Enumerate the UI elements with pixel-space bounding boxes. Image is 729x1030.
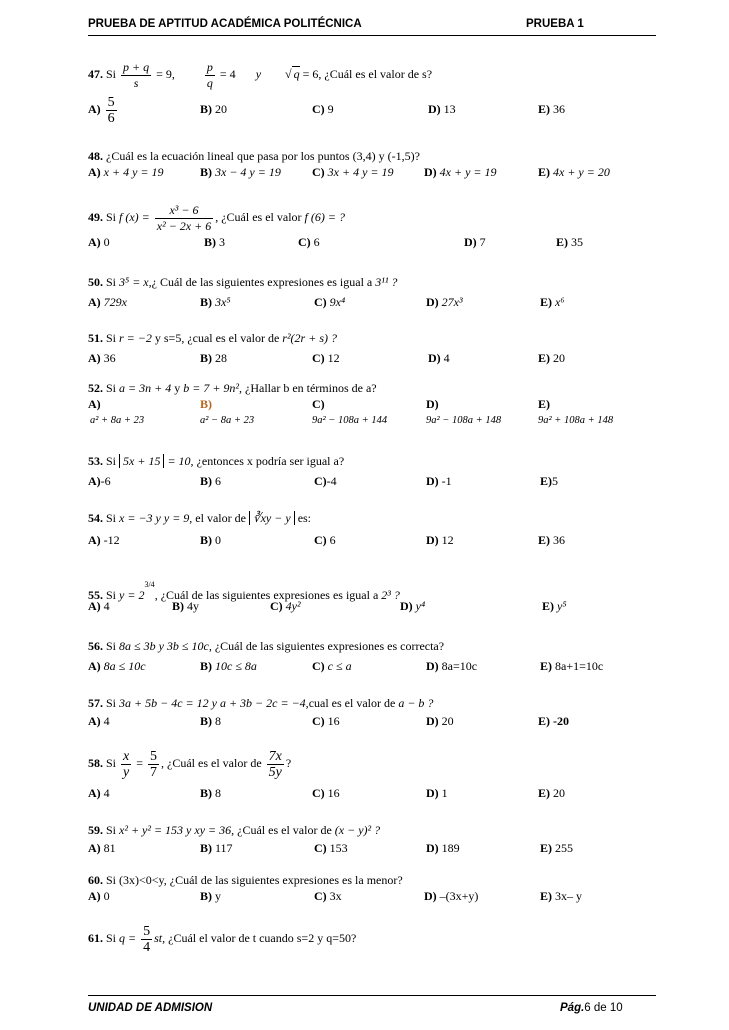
option-b[interactable]: B) 4y (172, 599, 199, 613)
question-55-stem (88, 570, 648, 602)
option-value: 3x (329, 889, 342, 903)
fraction-bottom: 7 (150, 764, 158, 780)
option-c[interactable]: C) c ≤ a (312, 659, 352, 673)
option-b[interactable]: B) 8 (200, 786, 221, 800)
fraction-p-plus-q-over-s (121, 60, 151, 91)
option-value: 3x– y (555, 889, 582, 903)
option-e[interactable]: E) 255 (540, 841, 573, 855)
option-value: y⁴ (415, 599, 426, 613)
equation: 3⁵ = x, (119, 275, 152, 289)
question-number: 49. (88, 210, 103, 224)
option-a[interactable]: A) 81 (88, 841, 116, 855)
page-label: Pág. (560, 1002, 585, 1014)
answer-options (88, 164, 648, 180)
option-d[interactable]: D) 7 (464, 235, 486, 249)
option-b[interactable]: B) y (200, 889, 221, 903)
option-value: 4y² (285, 599, 301, 613)
question-54-stem (88, 510, 648, 526)
fraction-top: x³ − 6 (155, 203, 213, 219)
option-d[interactable]: D) 189 (426, 841, 460, 855)
si-word: Si (106, 454, 117, 468)
page-value: 6 de 10 (584, 1002, 623, 1014)
option-d[interactable]: D) 4 (428, 351, 450, 365)
y-word: y (174, 381, 181, 395)
option-value: 16 (327, 714, 340, 728)
option-e[interactable]: E) y⁵ (542, 599, 567, 613)
answer-options (88, 294, 648, 310)
question-text: , ¿Cuál es el valor de (161, 756, 262, 770)
question-number: 60. (88, 873, 103, 887)
option-b[interactable]: B) 0 (200, 533, 221, 547)
inequality: 8a ≤ 3b y 3b ≤ 10c, (119, 639, 212, 653)
option-value: -1 (441, 474, 452, 488)
answer-options (88, 473, 648, 489)
question-47-stem (88, 56, 648, 92)
question-text: y s=5, ¿cual es el valor de (154, 331, 280, 345)
equation: x = −3 y y = 9 (119, 511, 190, 525)
answer-options (88, 840, 648, 856)
option-c-label[interactable]: C) (312, 397, 325, 411)
option-c[interactable]: C) 4y² (270, 599, 301, 613)
option-value: -20 (553, 714, 569, 728)
equals-sign: = (136, 756, 144, 770)
fraction-top: 7x (268, 748, 282, 764)
option-a[interactable]: A) 729x (88, 295, 127, 309)
question-text: ¿entonces x podría ser igual a? (196, 454, 345, 468)
si-word: Si (106, 823, 117, 837)
question-number: 53. (88, 454, 103, 468)
option-e[interactable]: E) 20 (538, 786, 565, 800)
fraction-top: p + q (123, 59, 150, 74)
question-57-stem (88, 695, 648, 711)
option-b[interactable]: B) 117 (200, 841, 233, 855)
option-value: 4x + y = 20 (553, 165, 610, 179)
footer-unit: UNIDAD DE ADMISION (88, 1002, 213, 1014)
option-value: –(3x+y) (439, 889, 479, 903)
question-text-tail: es: (297, 511, 312, 525)
question-50-stem (88, 274, 648, 290)
equation: r = −2 (119, 331, 152, 345)
fraction-rational-function (155, 203, 213, 234)
option-c[interactable]: C)-4 (314, 474, 337, 488)
option-value: 1 (441, 786, 448, 800)
fraction-bottom: q (206, 75, 213, 90)
si-word: Si (106, 511, 117, 525)
option-value: -12 (103, 533, 120, 547)
option-value: 81 (103, 841, 116, 855)
question-text: , ¿Cuál es el valor (215, 210, 302, 224)
si-word: Si (106, 381, 117, 395)
page-footer (88, 995, 656, 1017)
option-value: 28 (215, 351, 227, 365)
question-number: 51. (88, 331, 103, 345)
header-title: PRUEBA DE APTITUD ACADÉMICA POLITÉCNICA (88, 18, 362, 30)
fraction-bottom: 4 (143, 939, 151, 955)
function-value: f (6) = ? (304, 210, 345, 224)
fraction (106, 95, 117, 126)
option-b[interactable]: B) 20 (200, 102, 227, 116)
question-number: 54. (88, 511, 103, 525)
option-value: y (215, 889, 221, 903)
option-e[interactable]: E) 35 (556, 235, 583, 249)
question-text: ¿Hallar b en términos de a? (245, 381, 377, 395)
option-value: 5 (552, 474, 558, 488)
question-number: 59. (88, 823, 103, 837)
option-a[interactable]: A) 36 (88, 351, 116, 365)
option-d[interactable]: D) 4x + y = 19 (424, 165, 497, 179)
option-e[interactable]: E) 4x + y = 20 (538, 165, 610, 179)
question-54 (88, 510, 648, 548)
option-value: 8a=10c (441, 659, 478, 673)
option-b[interactable]: B) 6 (200, 474, 221, 488)
question-48 (88, 148, 648, 180)
option-c[interactable]: C) 16 (312, 714, 340, 728)
answer-options (88, 658, 648, 674)
target-expression: r²(2r + s) ? (282, 331, 337, 345)
option-value: 20 (215, 102, 227, 116)
option-a[interactable]: A) 8a ≤ 10c (88, 659, 146, 673)
fraction-7x-over-5y (267, 749, 284, 780)
equation: x² + y² = 153 y xy = 36 (119, 823, 232, 837)
option-b[interactable]: B) 3 (204, 235, 225, 249)
option-d[interactable]: D) 27x³ (426, 295, 463, 309)
equation-a: a = 3n + 4 (119, 381, 172, 395)
question-58-stem (88, 745, 648, 781)
fraction-p-over-q (205, 60, 215, 91)
option-value: 10c ≤ 8a (215, 659, 257, 673)
answer-options (88, 350, 648, 366)
y-word: y (255, 67, 262, 81)
option-c[interactable]: C) 3x + 4 y = 19 (312, 165, 394, 179)
option-value: 8a+1=10c (555, 659, 604, 673)
option-value: x + 4 y = 19 (103, 165, 164, 179)
option-a[interactable]: A) -12 (88, 533, 120, 547)
option-e[interactable]: E) -20 (538, 714, 569, 728)
option-value: 8a ≤ 10c (103, 659, 146, 673)
option-value: y⁵ (557, 599, 567, 613)
option-a[interactable]: A)-6 (88, 474, 111, 488)
option-value: 3 (219, 235, 225, 249)
option-value: 13 (443, 102, 456, 116)
answer-options (88, 92, 648, 126)
question-text: , ¿Cuál de las siguientes expresiones es igual a (154, 588, 379, 602)
question-text: , el valor de (189, 511, 246, 525)
option-value: 153 (329, 841, 348, 855)
option-d-label[interactable]: D) (426, 397, 439, 411)
option-a[interactable]: A) 0 (88, 889, 110, 903)
answer-option-values (88, 414, 648, 428)
answer-options (88, 785, 648, 801)
option-value: 35 (571, 235, 583, 249)
question-60-stem (88, 872, 648, 888)
option-value: 20 (553, 786, 565, 800)
target-expression: a − b ? (398, 696, 434, 710)
option-e[interactable]: E) 8a+1=10c (540, 659, 604, 673)
fraction-top: 5 (107, 94, 115, 110)
option-c[interactable]: C) 6 (298, 235, 320, 249)
question-51-stem (88, 330, 648, 346)
fraction-bottom: 5y (268, 764, 282, 780)
answer-options (88, 532, 648, 548)
cube-root-absolute: ∛xy − y (249, 511, 295, 525)
target-expression: (x − y)² ? (334, 823, 381, 837)
question-text: ¿ Cuál de las siguientes expresiones es igual a (151, 275, 373, 289)
question-number: 57. (88, 696, 103, 710)
option-value: x⁶ (555, 295, 565, 309)
question-51 (88, 330, 648, 366)
option-d[interactable]: D) 13 (428, 102, 456, 116)
question-58 (88, 745, 648, 801)
option-value: 9x⁴ (329, 295, 346, 309)
fraction-bottom: y (123, 764, 130, 780)
question-50 (88, 274, 648, 310)
option-value: 6 (329, 533, 336, 547)
si-word: Si (106, 67, 117, 81)
option-d[interactable]: D) 12 (426, 533, 454, 547)
option-value: 0 (215, 533, 221, 547)
option-value: 4 (103, 714, 110, 728)
option-value: 8 (215, 714, 221, 728)
option-e[interactable]: E) 36 (538, 533, 565, 547)
question-49-stem (88, 200, 648, 234)
header-test-number: PRUEBA 1 (526, 18, 584, 30)
option-value: 12 (441, 533, 454, 547)
option-a[interactable]: A) x + 4 y = 19 (88, 165, 164, 179)
answer-options (88, 598, 648, 614)
option-a[interactable]: A) $\frac{5}{6}$ (88, 94, 115, 126)
option-value: 4 (103, 599, 110, 613)
question-61 (88, 920, 648, 956)
question-49 (88, 200, 648, 250)
option-b[interactable]: a² − 8a + 23 (200, 415, 255, 426)
option-value: 4y (187, 599, 199, 613)
equation-b: b = 7 + 9n², (183, 381, 243, 395)
option-a[interactable]: A) 0 (88, 235, 110, 249)
equation-lhs: q = (119, 931, 137, 945)
option-value: 6 (313, 235, 320, 249)
option-c[interactable]: C) 3x (314, 889, 342, 903)
fraction-top: x (123, 748, 130, 764)
si-word: Si (106, 639, 117, 653)
question-mark: ? (285, 756, 292, 770)
option-value: 3x⁵ (215, 295, 231, 309)
question-text: ¿Cuál es la ecuación lineal que pasa por los puntos (3,4) y (-1,5)? (106, 149, 420, 163)
question-number: 58. (88, 756, 103, 770)
si-word: Si (106, 275, 117, 289)
equation: y = 2 (119, 588, 145, 602)
option-c[interactable]: C) 6 (314, 533, 336, 547)
option-value: 9 (327, 102, 334, 116)
option-b[interactable]: B) 10c ≤ 8a (200, 659, 257, 673)
option-e[interactable]: E) 20 (538, 351, 565, 365)
option-e[interactable]: E)5 (540, 474, 558, 488)
fraction-5-over-7 (148, 749, 159, 780)
option-d[interactable]: D) -1 (426, 474, 452, 488)
option-value: 4 (443, 351, 450, 365)
option-value: -6 (100, 474, 111, 488)
question-47 (88, 56, 648, 126)
question-48-stem (88, 148, 648, 164)
option-value: 3x − 4 y = 19 (215, 165, 281, 179)
option-value: 0 (103, 889, 110, 903)
sqrt-radicand: q (293, 67, 300, 81)
option-value: -4 (326, 474, 337, 488)
question-57 (88, 695, 648, 729)
fraction-top: 5 (143, 923, 151, 939)
sqrt-icon: √ (285, 67, 292, 81)
target-expression: 2³ ? (381, 588, 400, 602)
option-value: 36 (553, 102, 565, 116)
option-value: 27x³ (441, 295, 463, 309)
si-word: Si (106, 756, 117, 770)
si-word: Si (106, 331, 117, 345)
fraction-bottom: 6 (107, 110, 115, 126)
si-word: Si (106, 588, 117, 602)
option-b[interactable]: B) 3x − 4 y = 19 (200, 165, 281, 179)
question-number: 55. (88, 588, 103, 602)
option-value: 12 (327, 351, 340, 365)
question-text: , ¿Cuál es el valor de (231, 823, 332, 837)
option-value: 4 (103, 786, 110, 800)
answer-options (88, 888, 648, 904)
option-a[interactable]: A) 4 (88, 714, 110, 728)
si-word: Si (106, 210, 117, 224)
option-e[interactable]: 9a² + 108a + 148 (538, 415, 614, 426)
option-value: 0 (103, 235, 110, 249)
question-text: ¿Cuál es el valor de s? (324, 67, 433, 81)
page-header (88, 16, 656, 36)
absolute-value: 5x + 15 (119, 454, 164, 468)
answer-option-labels (88, 396, 648, 412)
option-value: 7 (479, 235, 486, 249)
question-number: 48. (88, 149, 103, 163)
option-a[interactable]: a² + 8a + 23 (90, 415, 145, 426)
question-number: 56. (88, 639, 103, 653)
question-52 (88, 380, 648, 428)
option-value: 16 (327, 786, 340, 800)
question-number: 61. (88, 931, 103, 945)
equation-system: 3a + 5b − 4c = 12 y a + 3b − 2c = −4, (119, 696, 309, 710)
option-value: 189 (441, 841, 460, 855)
equation-rhs: = 10, (167, 454, 194, 468)
option-d[interactable]: D) 1 (426, 786, 448, 800)
option-d[interactable]: 9a² − 108a + 148 (426, 415, 502, 426)
option-c[interactable]: C) 16 (312, 786, 340, 800)
option-a[interactable]: A) 4 (88, 599, 110, 613)
option-value: 729x (103, 295, 127, 309)
question-59 (88, 822, 648, 856)
question-number: 52. (88, 381, 103, 395)
option-value: 8 (215, 786, 221, 800)
option-c[interactable]: C) 9x⁴ (314, 295, 346, 309)
fraction-bottom: s (133, 75, 139, 90)
fraction-x-over-y (121, 749, 131, 780)
equation-rhs: st, (154, 931, 166, 945)
question-number: 47. (88, 67, 103, 81)
option-d[interactable]: D) 8a=10c (426, 659, 478, 673)
question-56 (88, 638, 648, 674)
option-value: 3x + 4 y = 19 (327, 165, 394, 179)
answer-options (88, 234, 648, 250)
option-c[interactable]: C) 12 (312, 351, 340, 365)
question-53 (88, 453, 648, 489)
equation-rhs: = 9, (156, 67, 175, 81)
option-value: 6 (215, 474, 221, 488)
option-e[interactable]: E) x⁶ (540, 295, 565, 309)
question-text: cual es el valor de (308, 696, 396, 710)
question-56-stem (88, 638, 648, 654)
question-text: ¿Cuál de las siguientes expresiones es correcta? (214, 639, 445, 653)
question-55 (88, 570, 648, 614)
question-text: ¿Cuál el valor de t cuando s=2 y q=50? (168, 931, 357, 945)
option-e[interactable]: E) 36 (538, 102, 565, 116)
option-b-label[interactable]: B) (200, 397, 212, 411)
fraction-bottom: x² − 2x + 6 (156, 218, 212, 233)
option-value: 20 (441, 714, 454, 728)
fraction-top: 5 (150, 748, 158, 764)
question-52-stem (88, 380, 648, 396)
option-c[interactable]: C) 153 (314, 841, 348, 855)
option-a-label[interactable]: A) (88, 397, 101, 411)
equation-rhs: = 4 (219, 67, 236, 81)
option-value: 36 (103, 351, 116, 365)
question-number: 50. (88, 275, 103, 289)
option-d[interactable]: D) y⁴ (400, 599, 426, 613)
option-b[interactable]: B) 28 (200, 351, 227, 365)
question-53-stem (88, 453, 648, 469)
option-b[interactable]: B) 8 (200, 714, 221, 728)
option-value: 117 (215, 841, 233, 855)
question-61-stem (88, 920, 648, 956)
option-b[interactable]: B) 3x⁵ (200, 295, 231, 309)
option-value: 255 (555, 841, 573, 855)
target-expression: 3¹¹ ? (375, 275, 398, 289)
page-number (560, 1002, 623, 1014)
option-e-label[interactable]: E) (538, 397, 550, 411)
fraction-top: p (206, 59, 213, 74)
function-lhs: f (x) = (119, 210, 150, 224)
option-d[interactable]: D) 20 (426, 714, 454, 728)
si-word: Si (106, 696, 117, 710)
option-c[interactable]: 9a² − 108a + 144 (312, 415, 388, 426)
si-word: Si (106, 931, 117, 945)
question-59-stem (88, 822, 648, 838)
fraction-5-over-4 (141, 924, 152, 955)
equation-rhs: = 6, (302, 67, 322, 81)
question-text: Si (3x)<0<y, ¿Cuál de las siguientes expresiones es la menor? (106, 873, 403, 887)
option-d[interactable]: D) –(3x+y) (424, 889, 479, 903)
fractional-exponent: 3/4 (144, 580, 155, 589)
option-a[interactable]: A) 4 (88, 786, 110, 800)
option-value: 20 (553, 351, 565, 365)
option-value: 36 (553, 533, 565, 547)
option-value: 4x + y = 19 (439, 165, 497, 179)
option-value: c ≤ a (327, 659, 352, 673)
answer-options (88, 713, 648, 729)
option-e[interactable]: E) 3x– y (540, 889, 582, 903)
question-60 (88, 872, 648, 904)
option-c[interactable]: C) 9 (312, 102, 334, 116)
